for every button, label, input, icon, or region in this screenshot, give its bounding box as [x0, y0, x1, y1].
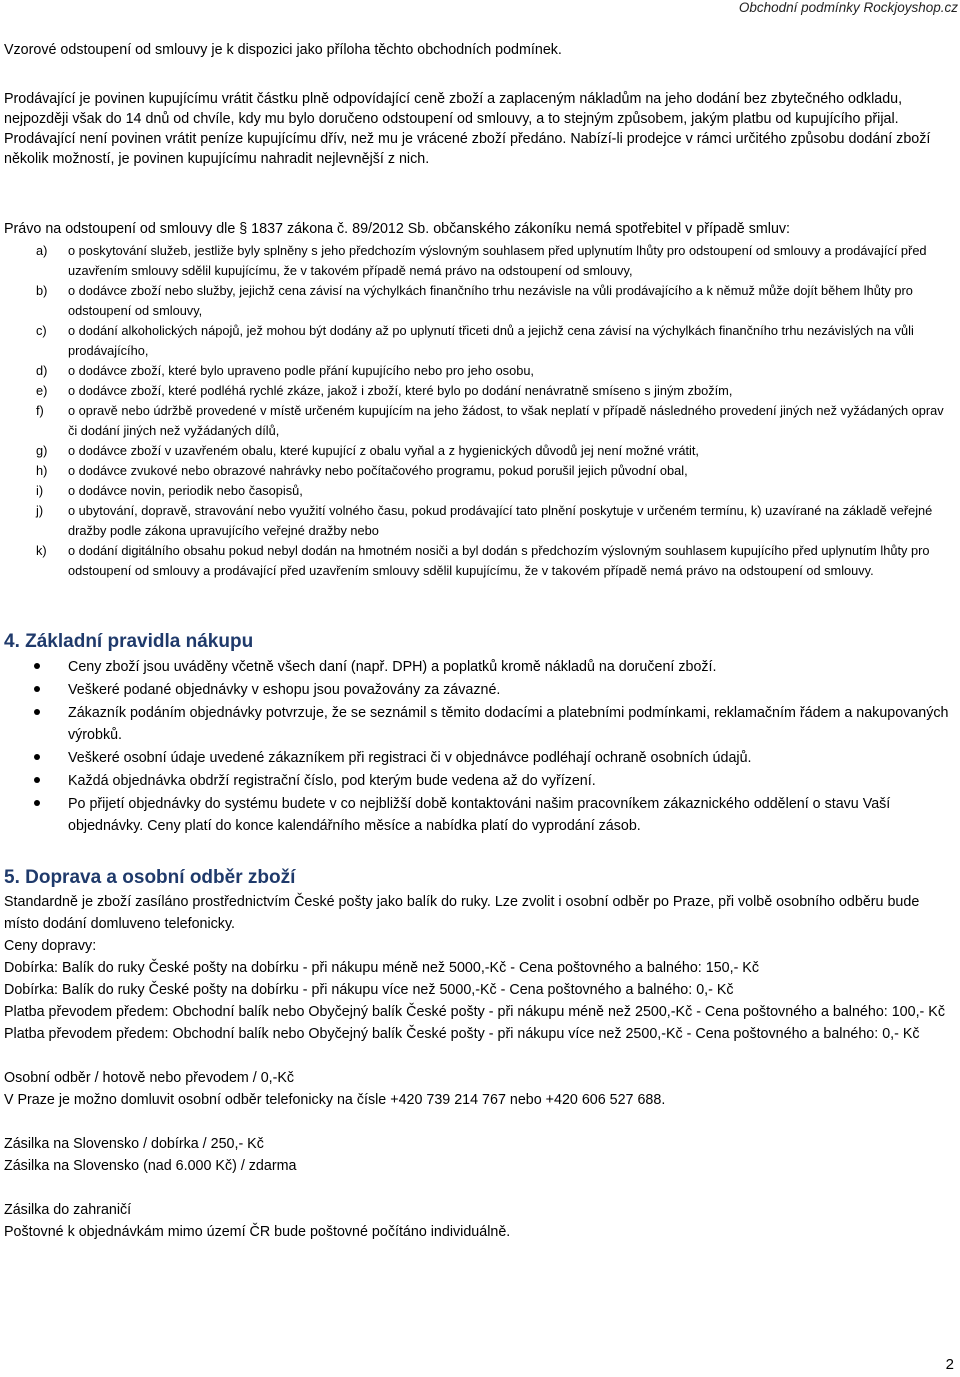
bullet-item	[4, 747, 954, 769]
exception-item	[4, 241, 954, 281]
section-4-title: 4. Základní pravidla nákupu	[4, 631, 254, 652]
exception-text: o dodávce zboží, které podléhá rychlé zkáze, jakož i zboží, které bylo po dodání nenávratně smíseno s jiným zbožím,	[68, 383, 733, 398]
bullet-icon	[4, 702, 68, 746]
exception-marker: k)	[36, 543, 47, 558]
shipping-line: Dobírka: Balík do ruky České pošty na dobírku - při nákupu méně než 5000,-Kč - Cena poštovného a balného: 150,- Kč	[4, 960, 759, 976]
bullet-text: Zákazník podáním objednávky potvrzuje, že se seznámil s těmito dodacími a platebními podmínkami, reklamačním řádem a nakupovaných výrobků.	[68, 705, 949, 743]
exception-text: o dodávce zvukové nebo obrazové nahrávky nebo počítačového programu, pokud porušil jejich původní obal,	[68, 463, 688, 478]
exception-item	[4, 401, 954, 441]
bullet-item	[4, 702, 954, 746]
exception-item	[4, 481, 954, 501]
exception-item	[4, 541, 954, 581]
bullet-item	[4, 679, 954, 701]
shipping-line: Poštovné k objednávkám mimo území ČR bude poštovné počítáno individuálně.	[4, 1224, 511, 1240]
bullet-text: Ceny zboží jsou uváděny včetně všech daní (např. DPH) a poplatků kromě nákladů na doručení zboží.	[68, 659, 717, 675]
exception-marker: d)	[36, 363, 48, 378]
section-5-text	[4, 891, 954, 1243]
exception-item	[4, 321, 954, 361]
bullet-icon	[4, 770, 68, 792]
shipping-line: V Praze je možno domluvit osobní odběr telefonicky na čísle +420 739 214 767 nebo +420 606 527 688.	[4, 1092, 666, 1108]
withdrawal-title: Právo na odstoupení od smlouvy dle § 1837 zákona č. 89/2012 Sb. občanského zákoníku nemá spotřebitel v případě smluv:	[4, 221, 791, 237]
refund-paragraph: Prodávající je povinen kupujícímu vrátit částku plně odpovídající ceně zboží a zaplaceným nákladům na jeho dodání bez zbytečného odkladu, nejpozději však do 14 dnů od chvíle, kdy mu bylo doručeno odstoupení od smlouvy, a to stejným způsobem, jakým platbu od kupujícího přijal. Prodávající není povinen vrátit peníze kupujícímu dřív, než mu je vrácené zboží předáno. Nabízí-li prodejce v rámci určitého způsobu dodání zboží několik možností, je povinen kupujícímu nahradit nejlevnější z nich.	[4, 91, 931, 167]
exception-text: o dodávce zboží nebo služby, jejichž cena závisí na výchylkách finančního trhu nezávisle na vůli prodávajícího a k němuž může dojít během lhůty pro odstoupení od smlouvy,	[68, 283, 913, 318]
exception-text: o dodávce zboží v uzavřeném obalu, které kupující z obalu vyňal a z hygienických důvodů jej není možné vrátit,	[68, 443, 699, 458]
exception-marker: f)	[36, 403, 44, 418]
exception-marker: c)	[36, 323, 47, 338]
exception-marker: i)	[36, 483, 44, 498]
exception-text: o poskytování služeb, jestliže byly splněny s jeho předchozím výslovným souhlasem před uplynutím lhůty pro odstoupení od smlouvy a prodávající před uzavřením smlouvy sdělil kupujícímu, že v takovém případě nemá právo na odstoupení od smlouvy,	[68, 243, 927, 278]
shipping-line	[4, 1045, 954, 1067]
exception-text: o ubytování, dopravě, stravování nebo využití volného času, pokud prodávající tato plnění poskytuje v určeném termínu, k) uzavírané na základě veřejné dražby podle zákona upravujícího veřejné dražby nebo	[68, 503, 933, 538]
bullet-icon	[4, 793, 68, 837]
exception-marker: g)	[36, 443, 48, 458]
exception-marker: h)	[36, 463, 48, 478]
shipping-line: Osobní odběr / hotově nebo převodem / 0,-Kč	[4, 1070, 295, 1086]
exception-text: o dodávce novin, periodik nebo časopisů,	[68, 483, 303, 498]
page-header: Obchodní podmínky Rockjoyshop.cz	[738, 0, 958, 15]
section-5-title: 5. Doprava a osobní odběr zboží	[4, 867, 296, 888]
bullet-text: Každá objednávka obdrží registrační číslo, pod kterým bude vedena až do vyřízení.	[68, 773, 596, 789]
bullet-icon	[4, 679, 68, 701]
exception-item	[4, 281, 954, 321]
shipping-line: Dobírka: Balík do ruky České pošty na dobírku - při nákupu více než 5000,-Kč - Cena poštovného a balného: 0,- Kč	[4, 982, 734, 998]
shipping-line	[4, 1111, 954, 1133]
exception-marker: a)	[36, 243, 48, 258]
exception-marker: j)	[36, 503, 44, 518]
bullet-text: Veškeré podané objednávky v eshopu jsou považovány za závazné.	[68, 682, 501, 698]
bullet-icon	[4, 747, 68, 769]
shipping-line: Zásilka na Slovensko (nad 6.000 Kč) / zdarma	[4, 1158, 297, 1174]
bullet-text: Veškeré osobní údaje uvedené zákazníkem při registraci či v objednávce podléhají ochraně osobních údajů.	[68, 750, 752, 766]
exception-text: o dodávce zboží, které bylo upraveno podle přání kupujícího nebo pro jeho osobu,	[68, 363, 534, 378]
exception-text: o opravě nebo údržbě provedené v místě určeném kupujícím na jeho žádost, to však neplatí v případě následného provedení jiných než vyžádaných oprav či dodání jiných než vyžádaných dílů,	[68, 403, 944, 438]
exception-item	[4, 361, 954, 381]
shipping-line: Zásilka do zahraničí	[4, 1202, 132, 1218]
exception-text: o dodání alkoholických nápojů, jež mohou být dodány až po uplynutí třiceti dnů a jejichž cena závisí na výchylkách finančního trhu nezávislých na vůli prodávajícího,	[68, 323, 914, 358]
exception-item	[4, 501, 954, 541]
bullet-item	[4, 656, 954, 678]
exception-item	[4, 441, 954, 461]
shipping-line: Standardně je zboží zasíláno prostřednictvím České pošty jako balík do ruky. Lze zvolit i osobní odběr po Praze, při volbě osobního odběru bude místo dodání domluveno telefonicky.	[4, 894, 920, 932]
bullet-item	[4, 770, 954, 792]
intro-text: Vzorové odstoupení od smlouvy je k dispozici jako příloha těchto obchodních podmínek.	[4, 42, 562, 58]
exception-text: o dodání digitálního obsahu pokud nebyl dodán na hmotném nosiči a byl dodán s předchozím výslovným souhlasem kupujícího před uplynutím lhůty pro odstoupení od smlouvy a prodávající před uzavřením smlouvy sdělil kupujícímu, že v takovém případě nemá právo na odstoupení od smlouvy.	[68, 543, 930, 578]
shipping-line: Platba převodem předem: Obchodní balík nebo Obyčejný balík České pošty - při nákupu více než 2500,-Kč - Cena poštovného a balného: 0,- Kč	[4, 1026, 920, 1042]
shipping-line: Platba převodem předem: Obchodní balík nebo Obyčejný balík České pošty - při nákupu méně než 2500,-Kč - Cena poštovného a balného: 100,- Kč	[4, 1004, 945, 1020]
page-number: 2	[945, 1356, 954, 1373]
exceptions-list	[4, 241, 954, 581]
bullet-text: Po přijetí objednávky do systému budete v co nejbližší době kontaktováni našim pracovníkem zákaznického oddělení o stavu Vaší objednávky. Ceny platí do konce kalendářního měsíce a nabídka platí do vyprodání zásob.	[68, 796, 891, 834]
shipping-line: Zásilka na Slovensko / dobírka / 250,- Kč	[4, 1136, 264, 1152]
exception-item	[4, 461, 954, 481]
bullet-item	[4, 793, 954, 837]
exception-item	[4, 381, 954, 401]
exception-marker: e)	[36, 383, 48, 398]
bullet-icon	[4, 656, 68, 678]
shipping-line: Ceny dopravy:	[4, 938, 97, 954]
exception-marker: b)	[36, 283, 48, 298]
shipping-line	[4, 1177, 954, 1199]
section-4-bullets	[4, 656, 954, 838]
